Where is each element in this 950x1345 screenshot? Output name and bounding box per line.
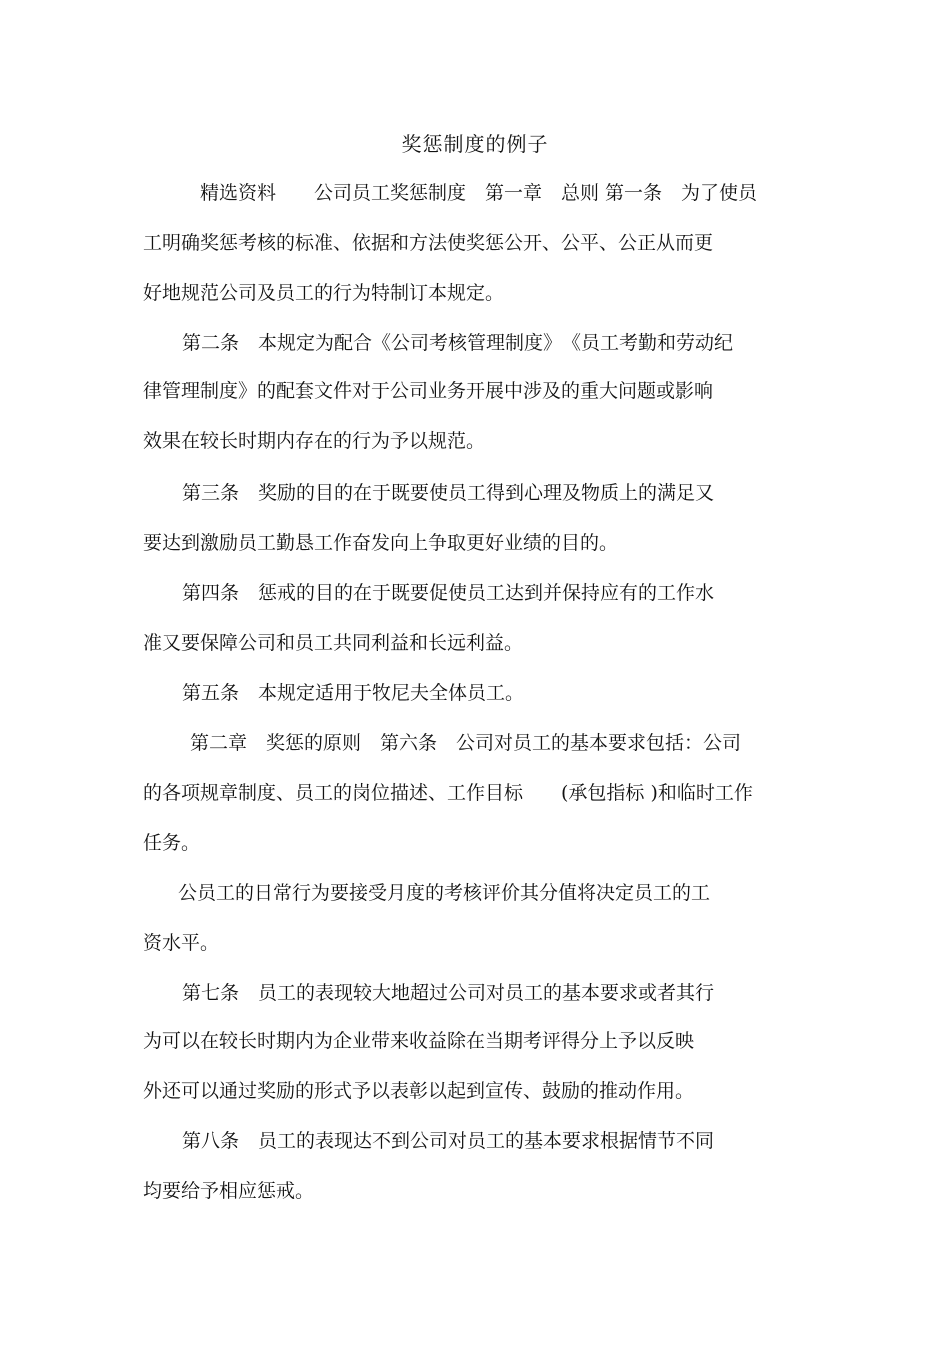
paragraph-line: 公员工的日常行为要接受月度的考核评价其分值将决定员工的工 (178, 882, 711, 904)
paragraph-line: 好地规范公司及员工的行为特制订本规定。 (143, 282, 505, 304)
paragraph-line: 律管理制度》的配套文件对于公司业务开展中涉及的重大问题或影响 (143, 380, 714, 402)
paragraph-line: 第三条 奖励的目的在于既要使员工得到心理及物质上的满足又 (182, 482, 715, 504)
paragraph-line: 工明确奖惩考核的标准、依据和方法使奖惩公开、公平、公正从而更 (143, 232, 714, 254)
paragraph-line: 的各项规章制度、员工的岗位描述、工作目标 (承包指标 )和临时工作 (143, 782, 753, 804)
paragraph-line: 为可以在较长时期内为企业带来收益除在当期考评得分上予以反映 (143, 1030, 695, 1052)
paragraph-line: 第八条 员工的表现达不到公司对员工的基本要求根据情节不同 (182, 1130, 715, 1152)
paragraph-line: 第七条 员工的表现较大地超过公司对员工的基本要求或者其行 (182, 982, 715, 1004)
document-title: 奖惩制度的例子 (401, 132, 549, 156)
paragraph-line: 准又要保障公司和员工共同利益和长远利益。 (143, 632, 524, 654)
paragraph-line: 要达到激励员工勤恳工作奋发向上争取更好业绩的目的。 (143, 532, 619, 554)
paragraph-line: 第五条 本规定适用于牧尼夫全体员工。 (182, 682, 525, 704)
paragraph-line: 外还可以通过奖励的形式予以表彰以起到宣传、鼓励的推动作用。 (143, 1080, 695, 1102)
paragraph-line: 资水平。 (143, 932, 220, 954)
paragraph-line: 任务。 (143, 832, 201, 854)
paragraph-line: 第二章 奖惩的原则 第六条 公司对员工的基本要求包括：公司 (190, 732, 742, 754)
paragraph-line: 效果在较长时期内存在的行为予以规范。 (143, 430, 486, 452)
paragraph-line: 精选资料 公司员工奖惩制度 第一章 总则 第一条 为了使员 (200, 182, 758, 204)
paragraph-line: 第四条 惩戒的目的在于既要促使员工达到并保持应有的工作水 (182, 582, 715, 604)
paragraph-line: 第二条 本规定为配合《公司考核管理制度》 《员工考勤和劳动纪 (182, 332, 734, 354)
paragraph-line: 均要给予相应惩戒。 (143, 1180, 315, 1202)
